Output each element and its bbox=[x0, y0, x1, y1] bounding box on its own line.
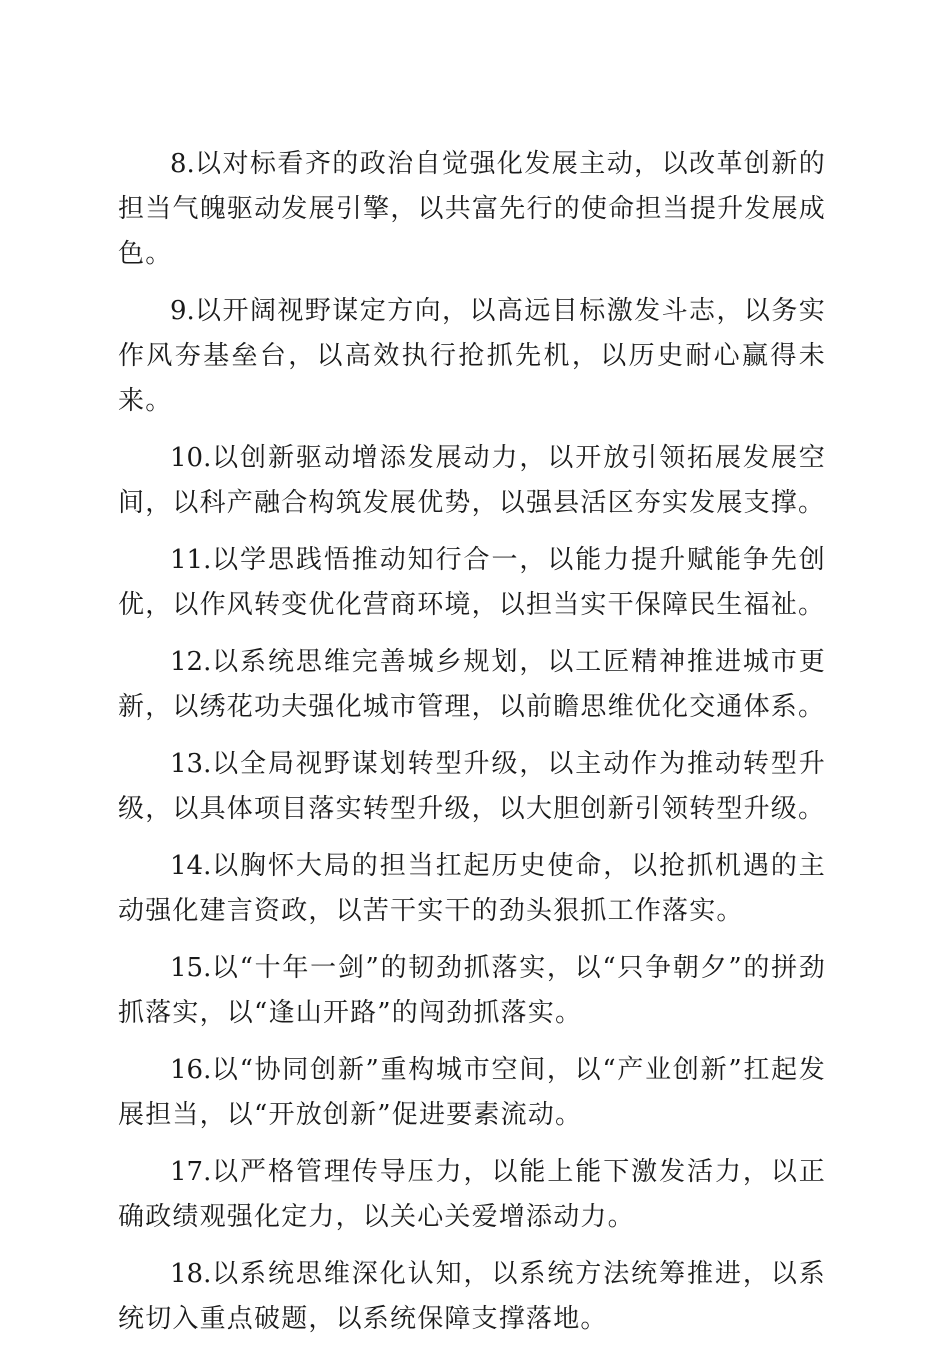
paragraph-number: 11. bbox=[170, 545, 212, 575]
paragraph-text: 以全局视野谋划转型升级，以主动作为推动转型升级，以具体项目落实转型升级，以大胆创新引领转型升级。 bbox=[118, 749, 826, 824]
paragraph-8 bbox=[118, 142, 826, 277]
paragraph-17 bbox=[118, 1150, 826, 1240]
paragraph-11 bbox=[118, 538, 826, 628]
paragraph-16 bbox=[118, 1048, 826, 1138]
paragraph-text: 以学思践悟推动知行合一，以能力提升赋能争先创优，以作风转变优化营商环境，以担当实干保障民生福祉。 bbox=[118, 545, 826, 620]
paragraph-text: 以创新驱动增添发展动力，以开放引领拓展发展空间，以科产融合构筑发展优势，以强县活区夯实发展支撑。 bbox=[118, 443, 826, 518]
paragraph-text: 以“协同创新”重构城市空间，以“产业创新”扛起发展担当，以“开放创新”促进要素流动。 bbox=[118, 1055, 826, 1130]
paragraph-10 bbox=[118, 436, 826, 526]
paragraph-12 bbox=[118, 640, 826, 730]
paragraph-number: 16. bbox=[170, 1055, 212, 1085]
paragraph-text: 以系统思维深化认知，以系统方法统筹推进，以系统切入重点破题，以系统保障支撑落地。 bbox=[118, 1259, 826, 1334]
paragraph-14 bbox=[118, 844, 826, 934]
paragraph-number: 9. bbox=[170, 296, 195, 326]
paragraph-text: 以胸怀大局的担当扛起历史使命，以抢抓机遇的主动强化建言资政，以苦干实干的劲头狠抓工作落实。 bbox=[118, 851, 826, 926]
paragraph-15 bbox=[118, 946, 826, 1036]
paragraph-text: 以严格管理传导压力，以能上能下激发活力，以正确政绩观强化定力，以关心关爱增添动力。 bbox=[118, 1157, 826, 1232]
paragraph-number: 13. bbox=[170, 749, 212, 779]
document-body bbox=[118, 142, 826, 1354]
paragraph-number: 15. bbox=[170, 953, 212, 983]
paragraph-number: 17. bbox=[170, 1157, 212, 1187]
paragraph-number: 10. bbox=[170, 443, 212, 473]
paragraph-text: 以对标看齐的政治自觉强化发展主动，以改革创新的担当气魄驱动发展引擎，以共富先行的使命担当提升发展成色。 bbox=[118, 149, 826, 269]
paragraph-9 bbox=[118, 289, 826, 424]
paragraph-text: 以开阔视野谋定方向，以高远目标激发斗志，以务实作风夯基垒台，以高效执行抢抓先机，以历史耐心赢得未来。 bbox=[118, 296, 826, 416]
paragraph-number: 18. bbox=[170, 1259, 212, 1289]
paragraph-18 bbox=[118, 1252, 826, 1342]
paragraph-number: 8. bbox=[170, 149, 195, 179]
paragraph-number: 12. bbox=[170, 647, 212, 677]
paragraph-text: 以“十年一剑”的韧劲抓落实，以“只争朝夕”的拼劲抓落实，以“逢山开路”的闯劲抓落实。 bbox=[118, 953, 826, 1028]
paragraph-13 bbox=[118, 742, 826, 832]
paragraph-text: 以系统思维完善城乡规划，以工匠精神推进城市更新，以绣花功夫强化城市管理，以前瞻思维优化交通体系。 bbox=[118, 647, 826, 722]
paragraph-number: 14. bbox=[170, 851, 212, 881]
